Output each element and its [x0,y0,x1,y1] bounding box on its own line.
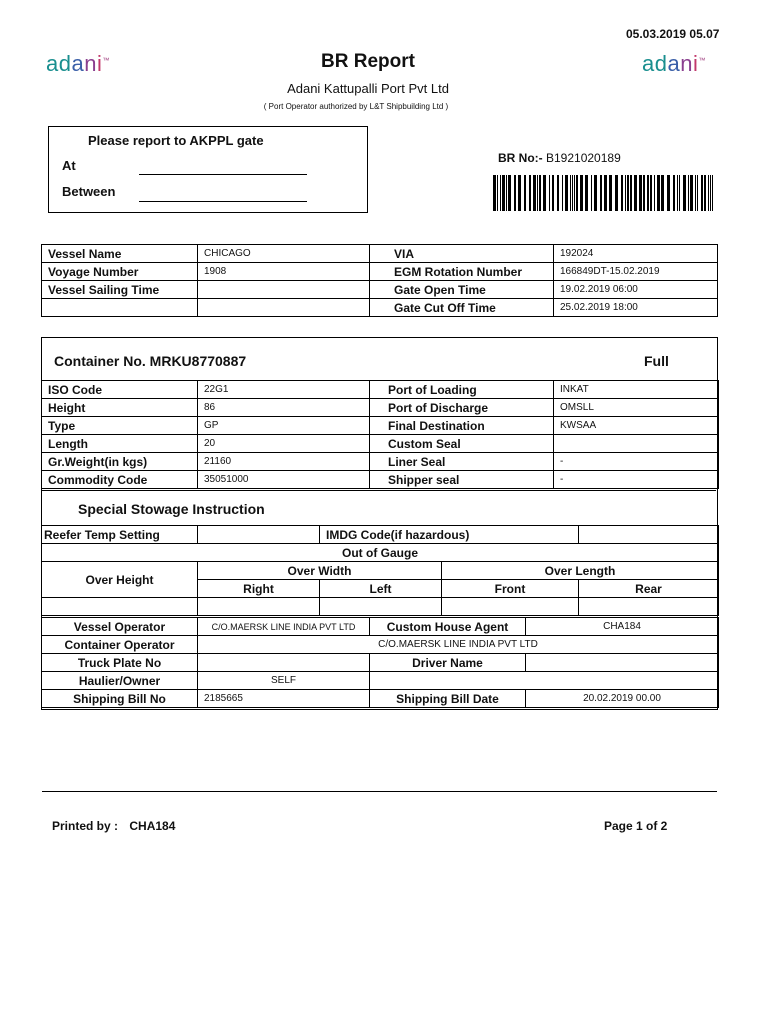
table-row [42,435,719,453]
between-label: Between [62,184,116,199]
barcode-bar [695,175,696,211]
printed-by-value: CHA184 [129,819,176,833]
container-field-value: - [554,471,719,489]
container-field-label: Height [42,399,198,417]
company-name: Adani Kattupalli Port Pvt Ltd [287,81,449,96]
barcode-bar [574,175,575,211]
table-row [42,471,719,489]
barcode-bar [533,175,536,211]
vessel-field-label: Gate Open Time [370,281,554,299]
barcode [493,175,715,216]
barcode-bar [657,175,660,211]
barcode-bar [639,175,642,211]
barcode-bar [557,175,559,211]
vessel-field-value: 192024 [554,245,718,263]
special-stowage-heading: Special Stowage Instruction [78,501,265,517]
reefer-value [198,526,320,544]
vessel-field-value: CHICAGO [198,245,370,263]
vessel-table [41,244,718,317]
sb-date-label: Shipping Bill Date [370,690,526,708]
vessel-field-label: VIA [370,245,554,263]
barcode-bar [627,175,629,211]
barcode-bar [549,175,550,211]
container-field-label: Commodity Code [42,471,198,489]
over-length-label: Over Length [442,562,719,580]
barcode-bar [518,175,521,211]
over-height-label: Over Height [42,562,198,598]
barcode-bar [594,175,597,211]
container-table [41,380,719,489]
barcode-bar [697,175,698,211]
container-field-label: Final Destination [370,417,554,435]
table-row [42,281,718,299]
printed-by [52,819,175,833]
haulier-label: Haulier/Owner [42,672,198,690]
container-field-label: Length [42,435,198,453]
barcode-bar [708,175,709,211]
vessel-field-label: Vessel Sailing Time [42,281,198,299]
barcode-bar [634,175,637,211]
container-operator-label: Container Operator [42,636,198,654]
barcode-bar [539,175,541,211]
barcode-bar [591,175,592,211]
barcode-bar [572,175,573,211]
barcode-bar [493,175,496,211]
barcode-bar [502,175,505,211]
left-label: Left [320,580,442,598]
cha-label: Custom House Agent [370,618,526,636]
table-row [42,299,718,317]
barcode-bar [609,175,612,211]
adani-logo-right: adani™ [642,51,706,76]
container-field-label: Port of Loading [370,381,554,399]
container-field-label: Port of Discharge [370,399,554,417]
truck-label: Truck Plate No [42,654,198,672]
vessel-field-label: Voyage Number [42,263,198,281]
barcode-bar [677,175,678,211]
container-field-value: 86 [198,399,370,417]
table-row [42,263,718,281]
container-field-value: KWSAA [554,417,719,435]
container-field-label: Custom Seal [370,435,554,453]
barcode-bar [712,175,713,211]
oog-cell [442,598,579,616]
container-field-label: Type [42,417,198,435]
container-field-label: Liner Seal [370,453,554,471]
gate-report-box [48,126,368,213]
barcode-bar [565,175,568,211]
operators-table [41,617,719,708]
oog-cell [579,598,719,616]
haulier-blank [370,672,719,690]
container-field-value: 20 [198,435,370,453]
barcode-bar [543,175,546,211]
barcode-bar [500,175,501,211]
vessel-field-label: EGM Rotation Number [370,263,554,281]
barcode-bar [506,175,507,211]
vessel-field-value [198,299,370,317]
truck-value [198,654,370,672]
driver-label: Driver Name [370,654,526,672]
driver-value [526,654,719,672]
barcode-bar [537,175,538,211]
barcode-bar [508,175,511,211]
container-field-label: ISO Code [42,381,198,399]
barcode-bar [661,175,664,211]
imdg-label: IMDG Code(if hazardous) [320,526,579,544]
barcode-bar [625,175,626,211]
barcode-bar [683,175,686,211]
table-row [42,245,718,263]
reefer-label: Reefer Temp Setting [42,526,198,544]
container-number: MRKU8770887 [149,353,247,369]
adani-logo-left: adani™ [46,51,110,76]
front-label: Front [442,580,579,598]
vessel-field-value: 1908 [198,263,370,281]
barcode-bar [690,175,693,211]
barcode-bar [576,175,578,211]
table-row [42,381,719,399]
container-field-value: - [554,453,719,471]
barcode-bar [621,175,623,211]
barcode-bar [710,175,711,211]
barcode-bar [529,175,531,211]
rear-label: Rear [579,580,719,598]
gate-heading: Please report to AKPPL gate [88,133,264,148]
barcode-bar [580,175,583,211]
imdg-value [579,526,719,544]
vessel-field-label: Gate Cut Off Time [370,299,554,317]
barcode-bar [562,175,563,211]
table-row [42,399,719,417]
print-timestamp: 05.03.2019 05.07 [626,27,720,41]
barcode-bar [630,175,632,211]
barcode-bar [497,175,498,211]
vessel-field-label: Vessel Name [42,245,198,263]
over-width-label: Over Width [198,562,442,580]
printed-by-label: Printed by : [52,819,119,833]
barcode-bar [679,175,680,211]
barcode-bar [600,175,602,211]
barcode-bar [514,175,516,211]
at-label: At [62,158,76,173]
vessel-field-value [198,281,370,299]
oog-cell [320,598,442,616]
between-line [139,201,307,202]
logo-text: adani [46,51,103,76]
barcode-bar [570,175,571,211]
vessel-field-value: 166849DT-15.02.2019 [554,263,718,281]
container-field-value: 21160 [198,453,370,471]
oog-cell [42,598,198,616]
oog-cell [198,598,320,616]
haulier-value: SELF [198,672,370,690]
br-number-row [498,151,621,165]
vessel-operator-value: C/O.MAERSK LINE INDIA PVT LTD [198,618,370,636]
oog-label: Out of Gauge [42,544,719,562]
container-operator-value: C/O.MAERSK LINE INDIA PVT LTD [198,636,719,654]
barcode-bar [704,175,706,211]
container-field-value: INKAT [554,381,719,399]
cha-value: CHA184 [526,618,719,636]
container-heading [54,353,246,369]
vessel-operator-label: Vessel Operator [42,618,198,636]
container-field-label: Shipper seal [370,471,554,489]
br-number: B1921020189 [546,151,621,165]
container-field-value: 22G1 [198,381,370,399]
vessel-field-value: 25.02.2019 18:00 [554,299,718,317]
barcode-bar [688,175,689,211]
sb-date-value: 20.02.2019 00.00 [526,690,719,708]
container-label: Container No. [54,353,146,369]
operator-subtitle: ( Port Operator authorized by L&T Shipbuilding Ltd ) [263,102,449,111]
barcode-bar [615,175,618,211]
barcode-bar [552,175,554,211]
barcode-bar [643,175,645,211]
barcode-bar [654,175,655,211]
container-field-value: 35051000 [198,471,370,489]
logo-text: adani [642,51,699,76]
vessel-field-label [42,299,198,317]
barcode-bar [585,175,588,211]
vessel-field-value: 19.02.2019 06:00 [554,281,718,299]
container-field-value: GP [198,417,370,435]
divider [41,490,716,491]
barcode-bar [647,175,649,211]
barcode-bar [667,175,670,211]
br-label: BR No:- [498,151,543,165]
page-number: Page 1 of 2 [604,819,668,833]
right-label: Right [198,580,320,598]
table-row [42,417,719,435]
footer-rule [42,791,717,792]
at-line [139,174,307,175]
barcode-bar [673,175,675,211]
page-title: BR Report [321,51,415,72]
sb-no-value: 2185665 [198,690,370,708]
container-status: Full [644,353,669,369]
barcode-bar [650,175,652,211]
barcode-bar [604,175,607,211]
stowage-table [41,525,719,616]
barcode-bar [524,175,526,211]
container-field-value [554,435,719,453]
table-row [42,453,719,471]
container-field-value: OMSLL [554,399,719,417]
container-field-label: Gr.Weight(in kgs) [42,453,198,471]
barcode-bar [701,175,703,211]
sb-no-label: Shipping Bill No [42,690,198,708]
